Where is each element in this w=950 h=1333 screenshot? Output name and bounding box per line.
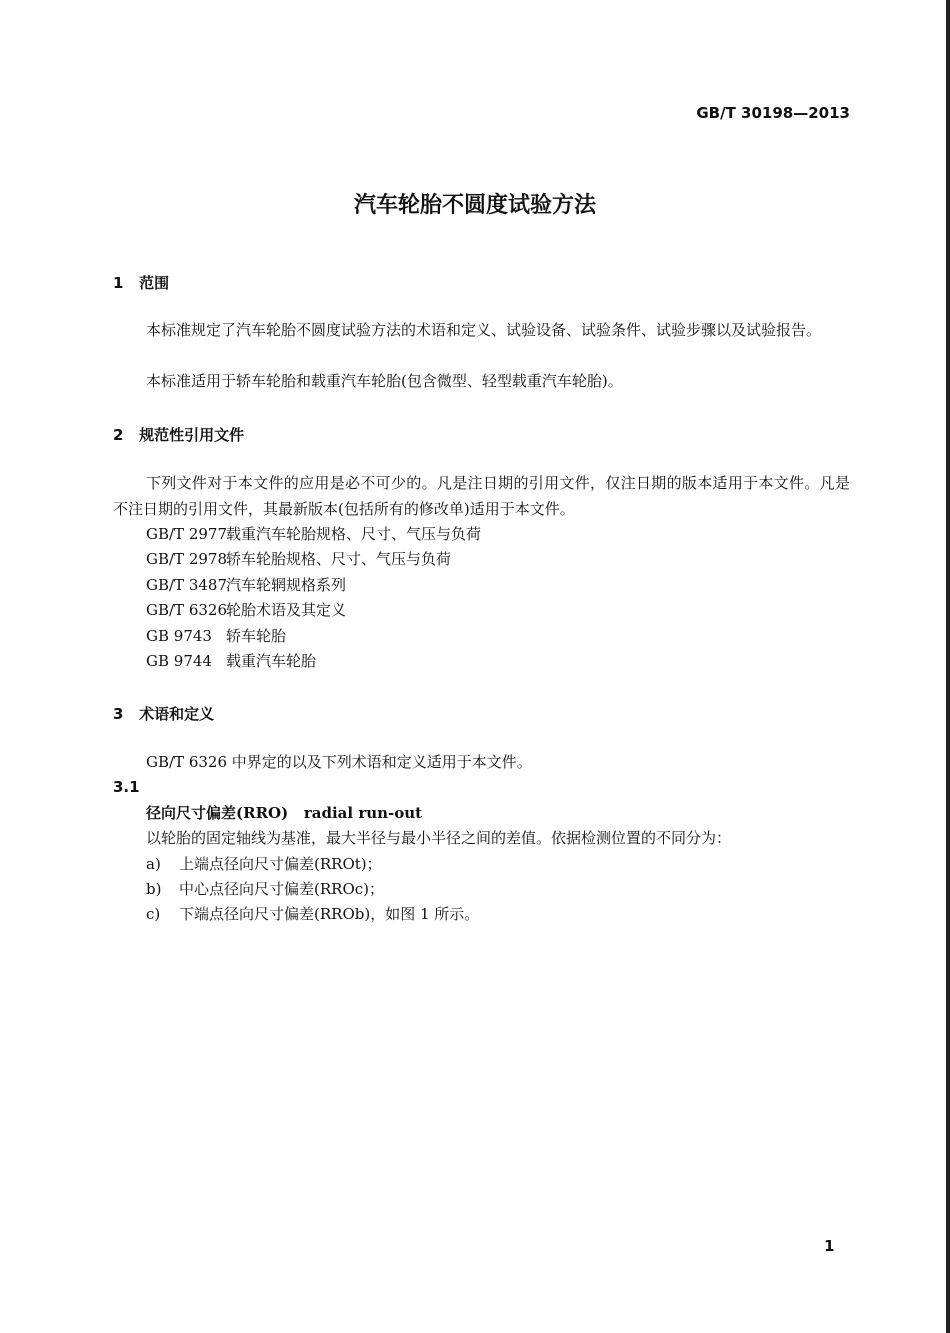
- section-1-heading: [113, 273, 169, 293]
- list-text: 下端点径向尺寸偏差(RROb)，如图 1 所示。: [179, 905, 480, 923]
- reference-item: [146, 575, 346, 595]
- page-number: 1: [824, 1237, 835, 1255]
- list-marker: b): [146, 880, 162, 898]
- paragraph: 下列文件对于本文件的应用是必不可少的。凡是注日期的引用文件，仅注日期的版本适用于本文件。凡是不注日期的引用文件，其最新版本(包括所有的修改单)适用于本文件。: [113, 474, 850, 518]
- section-2-heading: [113, 425, 244, 445]
- reference-item: [146, 651, 316, 671]
- term: [146, 803, 422, 823]
- standard-number: GB/T 30198—2013: [696, 104, 850, 122]
- list-marker: a): [146, 855, 161, 873]
- ref-name: 轿车轮胎规格、尺寸、气压与负荷: [226, 550, 452, 568]
- heading-number: 2: [113, 426, 124, 444]
- list-marker: c): [146, 905, 161, 923]
- ref-code: GB 9743: [146, 627, 212, 645]
- term-english: radial run-out: [303, 804, 423, 822]
- ref-name: 汽车轮辋规格系列: [226, 576, 347, 594]
- heading-number: 1: [113, 274, 124, 292]
- heading-text: 规范性引用文件: [139, 426, 245, 444]
- list-item: [146, 879, 384, 899]
- ref-code: GB/T 6326: [146, 601, 228, 619]
- reference-item: [146, 600, 346, 620]
- ref-name: 载重汽车轮胎: [226, 652, 317, 670]
- ref-code: GB/T 3487: [146, 576, 228, 594]
- heading-text: 范围: [139, 274, 170, 292]
- paragraph: 本标准规定了汽车轮胎不圆度试验方法的术语和定义、试验设备、试验条件、试验步骤以及试验报告。: [146, 321, 822, 339]
- paragraph: GB/T 6326 中界定的以及下列术语和定义适用于本文件。: [146, 753, 532, 771]
- ref-code: GB 9744: [146, 652, 212, 670]
- document-title: 汽车轮胎不圆度试验方法: [353, 193, 596, 218]
- ref-code: GB/T 2978: [146, 550, 228, 568]
- paragraph: 本标准适用于轿车轮胎和载重汽车轮胎(包含微型、轻型载重汽车轮胎)。: [146, 372, 623, 390]
- section-3-heading: [113, 704, 214, 724]
- ref-name: 轮胎术语及其定义: [226, 601, 347, 619]
- term-definition: 以轮胎的固定轴线为基准，最大半径与最小半径之间的差值。依据检测位置的不同分为：: [146, 829, 732, 847]
- list-text: 上端点径向尺寸偏差(RROt)；: [179, 855, 382, 873]
- ref-name: 载重汽车轮胎规格、尺寸、气压与负荷: [226, 525, 482, 543]
- reference-item: [146, 549, 451, 569]
- heading-text: 术语和定义: [139, 705, 215, 723]
- subsection-number: 3.1: [113, 778, 140, 796]
- ref-code: GB/T 2977: [146, 525, 228, 543]
- reference-item: [146, 524, 481, 544]
- reference-item: [146, 626, 286, 646]
- list-item: [146, 904, 479, 924]
- list-item: [146, 854, 382, 874]
- term-chinese: 径向尺寸偏差(RRO): [146, 804, 289, 822]
- ref-name: 轿车轮胎: [226, 627, 287, 645]
- heading-number: 3: [113, 705, 124, 723]
- list-text: 中心点径向尺寸偏差(RROc)；: [179, 880, 384, 898]
